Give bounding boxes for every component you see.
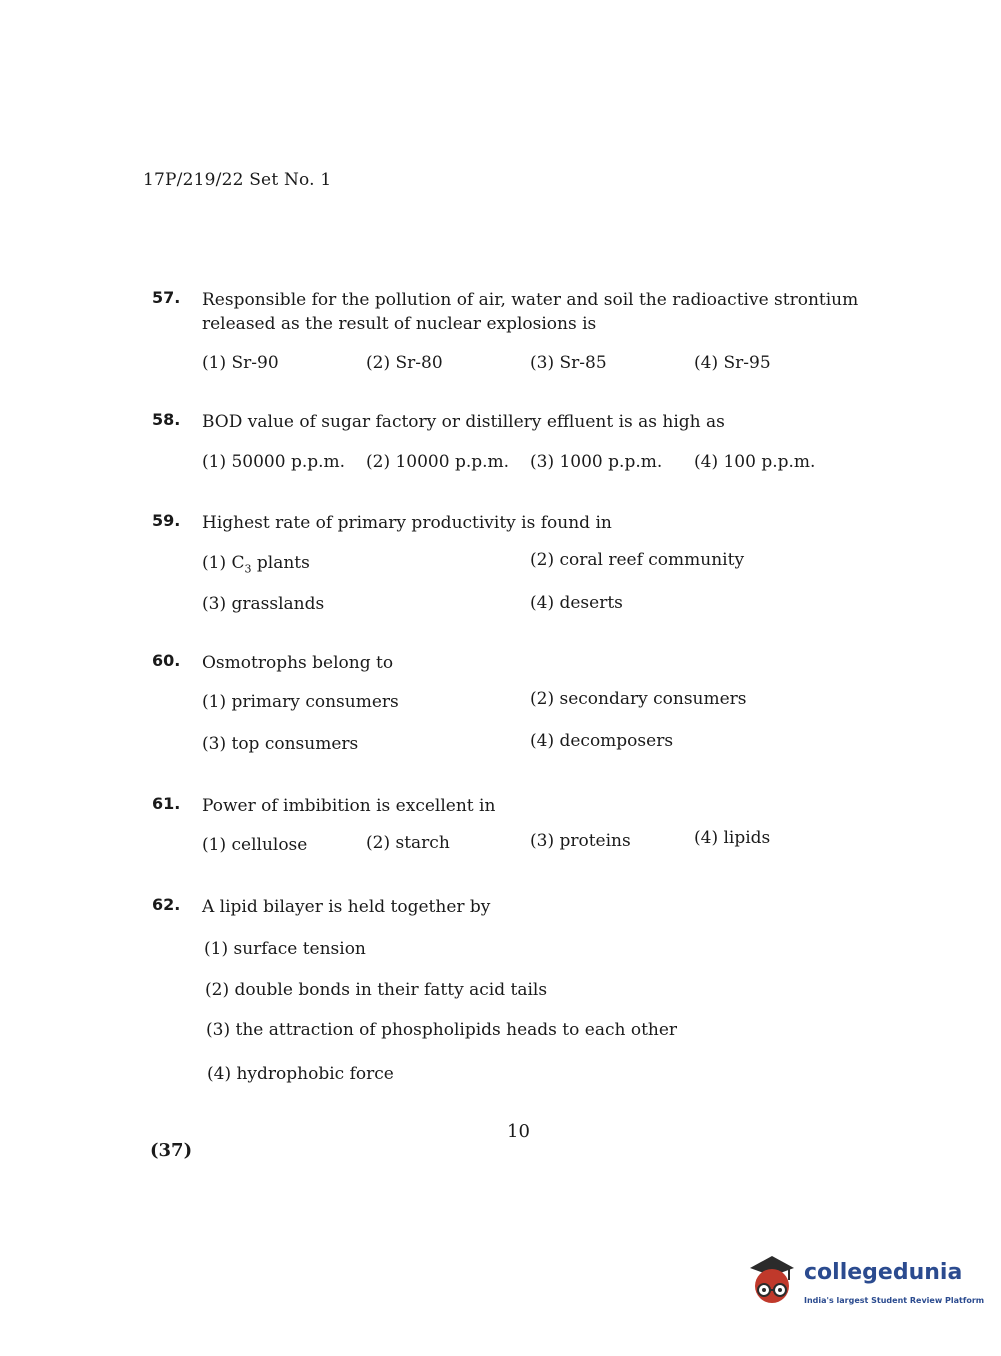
option-61-1: (1) cellulose <box>202 835 308 855</box>
option-62-3: (3) the attraction of phospholipids heads to each other <box>206 1020 678 1040</box>
option-58-4: (4) 100 p.p.m. <box>694 452 816 472</box>
paper-code: 17P/219/22 Set No. 1 <box>143 170 332 190</box>
option-62-1: (1) surface tension <box>204 939 366 959</box>
question-number: 59. <box>152 511 181 530</box>
option-57-3: (3) Sr-85 <box>530 353 607 373</box>
option-58-3: (3) 1000 p.p.m. <box>530 452 663 472</box>
option-60-3: (3) top consumers <box>202 734 359 754</box>
question-number: 57. <box>152 288 181 307</box>
option-text-tail: plants <box>251 553 310 573</box>
option-59-1 <box>202 553 310 575</box>
question-number: 60. <box>152 651 181 670</box>
question-number: 58. <box>152 410 181 429</box>
mascot-icon <box>742 1250 802 1310</box>
option-59-2: (2) coral reef community <box>530 550 745 570</box>
option-60-4: (4) decomposers <box>530 731 674 751</box>
subscript: 3 <box>244 562 252 576</box>
question-stem: Power of imbibition is excellent in <box>202 796 496 816</box>
question-stem: Responsible for the pollution of air, water and soil the radioactive strontium released as the result of nuclear explosions is <box>202 290 859 334</box>
question-stem: A lipid bilayer is held together by <box>202 897 491 917</box>
option-59-4: (4) deserts <box>530 593 623 613</box>
option-60-2: (2) secondary consumers <box>530 689 747 709</box>
question-stem: Osmotrophs belong to <box>202 653 394 673</box>
option-60-1: (1) primary consumers <box>202 692 399 712</box>
page-number: 10 <box>507 1121 530 1142</box>
option-62-2: (2) double bonds in their fatty acid tails <box>205 980 548 1000</box>
collegedunia-logo <box>742 1250 985 1315</box>
question-number: 62. <box>152 895 181 914</box>
question-number: 61. <box>152 794 181 813</box>
logo-wordmark: collegedunia <box>804 1260 963 1285</box>
option-57-4: (4) Sr-95 <box>694 353 771 373</box>
option-61-2: (2) starch <box>366 833 450 853</box>
option-61-4: (4) lipids <box>694 828 771 848</box>
option-57-1: (1) Sr-90 <box>202 353 279 373</box>
question-stem: BOD value of sugar factory or distillery effluent is as high as <box>202 412 725 432</box>
footer-code: (37) <box>150 1140 193 1161</box>
option-59-3: (3) grasslands <box>202 594 325 614</box>
option-text: (1) C <box>202 553 245 573</box>
option-61-3: (3) proteins <box>530 831 631 851</box>
logo-tagline: India's largest Student Review Platform <box>804 1296 985 1305</box>
option-58-1: (1) 50000 p.p.m. <box>202 452 346 472</box>
question-stem: Highest rate of primary productivity is found in <box>202 513 612 533</box>
option-57-2: (2) Sr-80 <box>366 353 443 373</box>
option-62-4: (4) hydrophobic force <box>207 1064 394 1084</box>
option-58-2: (2) 10000 p.p.m. <box>366 452 510 472</box>
